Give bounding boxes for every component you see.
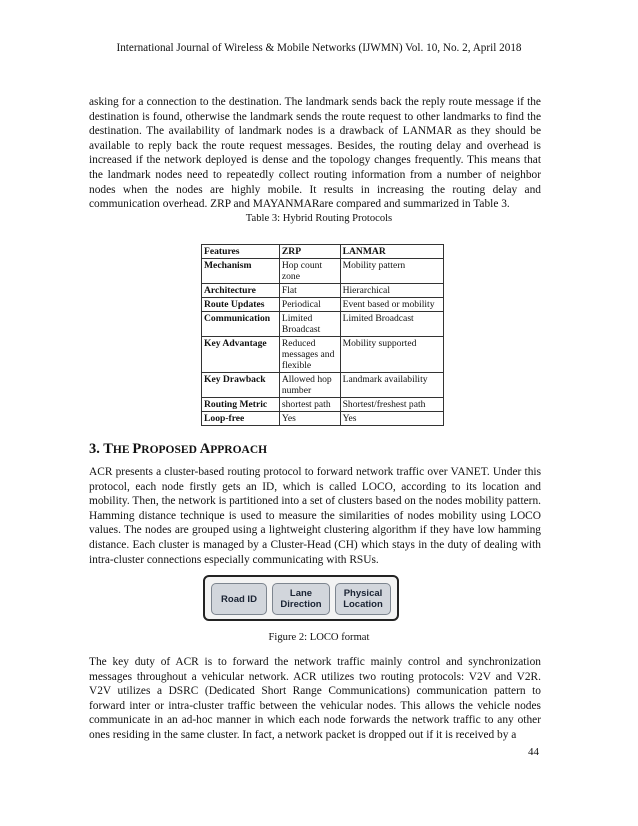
feature-cell: Communication <box>202 312 280 337</box>
section-title-small: PPROACH <box>210 444 268 456</box>
loco-field-physical-location <box>335 583 391 615</box>
table-header-row <box>202 245 444 259</box>
section-title-small: HE <box>112 444 133 456</box>
table-row <box>202 312 444 337</box>
header-zrp: ZRP <box>279 245 340 259</box>
lanmar-cell: Shortest/freshest path <box>340 398 443 412</box>
section-title-cap: P <box>132 441 142 457</box>
zrp-cell: Yes <box>279 412 340 426</box>
lanmar-cell: Event based or mobility <box>340 298 443 312</box>
figure-caption: Figure 2: LOCO format <box>268 632 370 643</box>
header-features: Features <box>202 245 280 259</box>
zrp-cell: Flat <box>279 284 340 298</box>
table-row <box>202 412 444 426</box>
zrp-cell: shortest path <box>279 398 340 412</box>
loco-field-label: Road ID <box>221 593 257 605</box>
section-paragraph: ACR presents a cluster-based routing protocol to forward network traffic over VANET. Under this protocol, each node firstly gets an ID, which is called LOCO, according to its location and mobility. Then, the network is partitioned into a set of clusters based on the nodes mobility pattern. Hamming distance technique is used to measure the similarities of nodes mobility using LOCO values. The nodes are grouped using a lightweight clustering algorithm if they have low hamming distance. Each cluster is managed by a Cluster-Head (CH) which stays in the duty of dealing with intra-cluster connections especially communicating with RSUs. <box>89 466 541 566</box>
loco-field-label: Lane <box>289 588 313 599</box>
table-row <box>202 284 444 298</box>
feature-cell: Routing Metric <box>202 398 280 412</box>
feature-cell: Loop-free <box>202 412 280 426</box>
zrp-cell: Periodical <box>279 298 340 312</box>
loco-field-label: Direction <box>280 599 322 610</box>
feature-cell: Mechanism <box>202 259 280 284</box>
loco-field-lane-direction <box>272 583 330 615</box>
loco-field-label: Physical <box>343 588 383 599</box>
table-caption: Table 3: Hybrid Routing Protocols <box>245 213 393 224</box>
loco-format-figure <box>203 575 399 621</box>
zrp-cell: Limited Broadcast <box>279 312 340 337</box>
zrp-cell: Hop count zone <box>279 259 340 284</box>
lanmar-cell: Landmark availability <box>340 373 443 398</box>
loco-field-road-id <box>211 583 267 615</box>
lanmar-cell: Mobility supported <box>340 337 443 373</box>
lanmar-cell: Yes <box>340 412 443 426</box>
section-title-cap: A <box>199 441 211 457</box>
journal-header: International Journal of Wireless & Mobile Networks (IJWMN) Vol. 10, No. 2, April 2018 <box>116 42 522 54</box>
loco-field-label: Location <box>343 599 383 610</box>
lanmar-cell: Mobility pattern <box>340 259 443 284</box>
table-row <box>202 337 444 373</box>
table-row <box>202 398 444 412</box>
intro-paragraph: asking for a connection to the destination. The landmark sends back the reply route message if the destination is found, otherwise the landmark sends the route request to other landmarks to find the destination. The availability of landmark nodes is a drawback of LANMAR as they should be available to reply back the route request messages. Besides, the routing delay and overhead is increased if the network deployed is dense and the topology changes frequently. This means that the landmark nodes need to repeatedly collect routing information from a number of neighbor nodes when the nodes are highly mobile. It results in increasing the routing delay and communication overhead. ZRP and MAYANMARare compared and summarized in Table 3. <box>89 96 541 211</box>
table-row <box>202 259 444 284</box>
section-heading <box>89 441 267 458</box>
lanmar-cell: Hierarchical <box>340 284 443 298</box>
section-number: 3. <box>89 441 104 457</box>
closing-paragraph: The key duty of ACR is to forward the network traffic mainly control and synchronization messages throughout a vehicular network. ACR utilizes two routing protocols: V2V and V2R. V2V utilizes a DSRC (Dedicated Short Range Communications) communication pattern to forward inter or intra-cluster traffic between the vehicular nodes. This allows the vehicle nodes communicate in an ad-hoc manner in which each node forwards the network traffic to any other ones residing in the same cluster. In fact, a network packet is dropped out if it is received by a <box>89 656 541 741</box>
feature-cell: Key Drawback <box>202 373 280 398</box>
lanmar-cell: Limited Broadcast <box>340 312 443 337</box>
feature-cell: Key Advantage <box>202 337 280 373</box>
section-title-cap: T <box>103 441 113 457</box>
zrp-cell: Allowed hop number <box>279 373 340 398</box>
page-number: 44 <box>528 746 539 758</box>
table-row <box>202 298 444 312</box>
header-lanmar: LANMAR <box>340 245 443 259</box>
feature-cell: Architecture <box>202 284 280 298</box>
hybrid-routing-table <box>201 244 444 426</box>
section-title-small: ROPOSED <box>141 444 200 456</box>
table-row <box>202 373 444 398</box>
feature-cell: Route Updates <box>202 298 280 312</box>
zrp-cell: Reduced messages and flexible <box>279 337 340 373</box>
